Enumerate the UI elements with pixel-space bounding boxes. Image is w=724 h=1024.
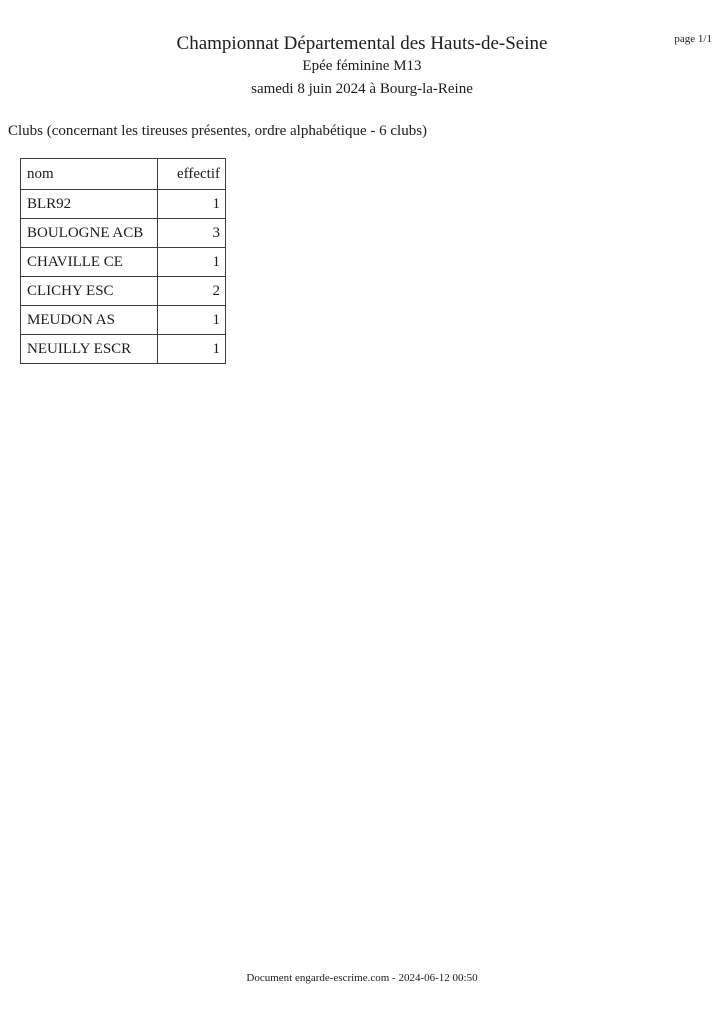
column-header-effectif: effectif xyxy=(158,159,226,190)
club-effectif-cell: 3 xyxy=(158,219,226,248)
table-row xyxy=(21,248,226,277)
table-row xyxy=(21,219,226,248)
club-effectif-cell: 1 xyxy=(158,248,226,277)
document-title: Championnat Départemental des Hauts-de-Seine xyxy=(176,33,548,54)
club-effectif-cell: 1 xyxy=(158,190,226,219)
club-effectif-cell: 2 xyxy=(158,277,226,306)
club-name-cell: CHAVILLE CE xyxy=(21,248,158,277)
club-name-cell: MEUDON AS xyxy=(21,306,158,335)
clubs-table xyxy=(20,158,226,364)
clubs-section-label: Clubs (concernant les tireuses présentes, ordre alphabétique - 6 clubs) xyxy=(8,123,428,139)
club-effectif-cell: 1 xyxy=(158,335,226,364)
table-row xyxy=(21,306,226,335)
event-subtitle: Epée féminine M13 xyxy=(302,58,422,74)
table-row xyxy=(21,190,226,219)
page-indicator: page 1/1 xyxy=(674,33,712,45)
club-name-cell: BLR92 xyxy=(21,190,158,219)
column-header-nom: nom xyxy=(21,159,158,190)
clubs-table-body xyxy=(21,190,226,364)
table-row xyxy=(21,277,226,306)
club-name-cell: CLICHY ESC xyxy=(21,277,158,306)
club-effectif-cell: 1 xyxy=(158,306,226,335)
table-header-row xyxy=(21,159,226,190)
document-footer: Document engarde-escrime.com - 2024-06-12 00:50 xyxy=(246,972,478,984)
club-name-cell: BOULOGNE ACB xyxy=(21,219,158,248)
club-name-cell: NEUILLY ESCR xyxy=(21,335,158,364)
table-row xyxy=(21,335,226,364)
event-date-location: samedi 8 juin 2024 à Bourg-la-Reine xyxy=(251,81,473,97)
